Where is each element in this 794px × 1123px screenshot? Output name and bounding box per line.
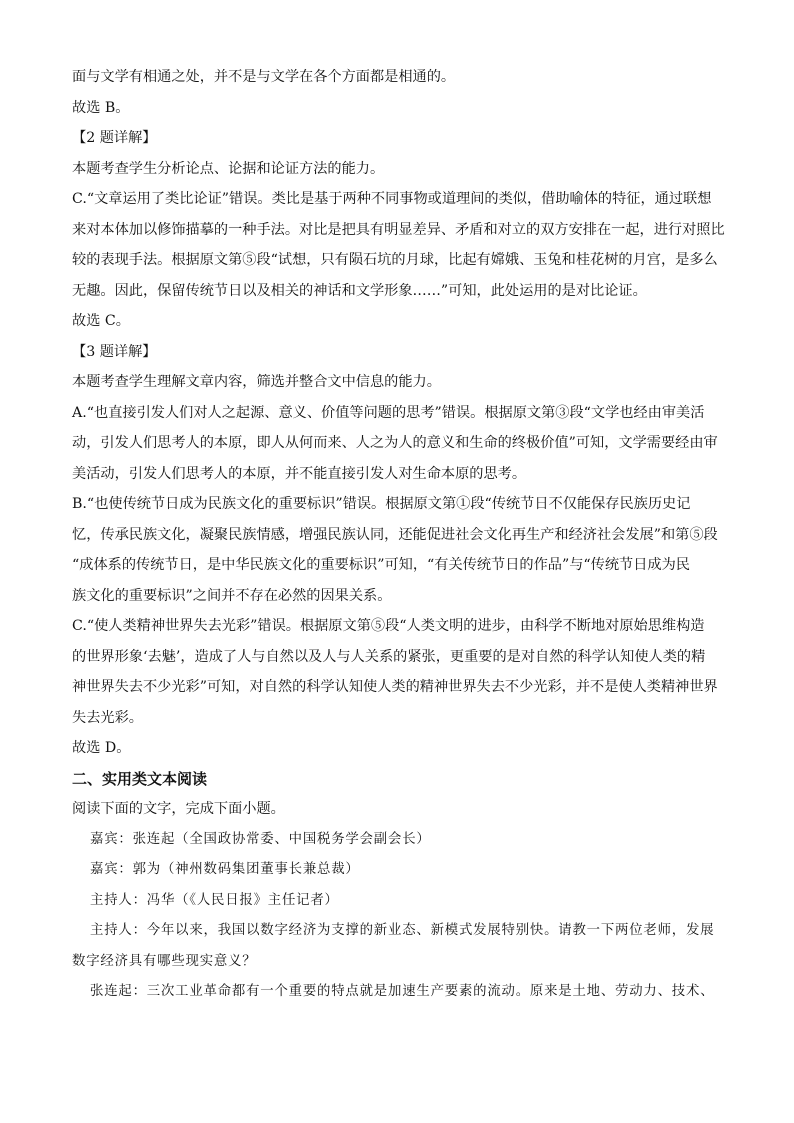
- interview-line: 嘉宾：张连起（全国政协常委、中国税务学会副会长）: [90, 831, 431, 847]
- text-line: 来对本体加以修饰描摹的一种手法。对比是把具有明显差异、矛盾和对立的双方安排在一起，进行对照比: [72, 221, 725, 238]
- text-line: 本题考查学生分析论点、论据和论证方法的能力。: [72, 160, 385, 177]
- section-heading: 二、实用类文本阅读: [72, 769, 208, 788]
- text-line: 族文化的重要标识”之间并不存在必然的因果关系。: [72, 587, 392, 604]
- text-line: 动，引发人们思考人的本原，即人从何而来、人之为人的意义和生命的终极价值”可知，文学需要经由审: [72, 435, 718, 451]
- text-line: C.“使人类精神世界失去光彩”错误。根据原文第⑤段“人类文明的进步，由科学不断地对原始思维构造: [72, 618, 705, 634]
- text-line: 忆，传承民族文化，凝聚民族情感，增强民族认同，还能促进社会文化再生产和经济社会发展”和第⑤段: [72, 526, 718, 543]
- text-line: 美活动，引发人们思考人的本原，并不能直接引发人对生命本原的思考。: [72, 465, 527, 482]
- text-line: 故选 D。: [72, 740, 131, 756]
- text-line: 失去光彩。: [72, 709, 143, 726]
- interview-line: 嘉宾：郭为（神州数码集团董事长兼总裁）: [90, 862, 360, 877]
- interview-line: 主持人：今年以来，我国以数字经济为支撑的新业态、新模式发展特别快。请教一下两位老师，发展: [90, 923, 715, 938]
- text-line: 无趣。因此，保留传统节日以及相关的神话和文学形象……”可知，此处运用的是对比论证。: [72, 282, 647, 299]
- text-line: 面与文学有相通之处，并不是与文学在各个方面都是相通的。: [72, 69, 456, 85]
- interview-line: 主持人：冯华（《人民日报》主任记者）: [90, 892, 339, 908]
- answer-heading: 【3 题详解】: [72, 343, 157, 360]
- text-line: 较的表现手法。根据原文第⑤段“试想，只有陨石坑的月球，比起有嫦娥、玉兔和桂花树的月宫，是多么: [72, 252, 718, 268]
- document-body: [72, 62, 725, 1008]
- text-line: 故选 B。: [72, 99, 130, 116]
- text-line: 的世界形象‘去魅’，造成了人与自然以及人与人关系的紧张，更重要的是对自然的科学认知使人类的精: [72, 648, 706, 665]
- instruction-text: 阅读下面的文字，完成下面小题。: [72, 801, 285, 817]
- interview-line: 张连起：三次工业革命都有一个重要的特点就是加速生产要素的流动。原来是土地、劳动力、技术、: [90, 984, 715, 999]
- text-line: B.“也使传统节日成为民族文化的重要标识”错误。根据原文第①段“传统节日不仅能保存民族历史记: [72, 496, 691, 512]
- text-line: “成体系的传统节日，是中华民族文化的重要标识”可知，“有关传统节日的作品”与“传统节日成为民: [72, 557, 690, 573]
- text-line: A.“也直接引发人们对人之起源、意义、价值等问题的思考”错误。根据原文第③段“文学也经由审美活: [72, 404, 705, 421]
- interview-line: 数字经济具有哪些现实意义？: [72, 953, 257, 969]
- text-line: 神世界失去不少光彩”可知，对自然的科学认知使人类的精神世界失去不少光彩，并不是使人类精神世界: [72, 679, 718, 695]
- text-line: 故选 C。: [72, 313, 130, 329]
- text-line: C.“文章运用了类比论证”错误。类比是基于两种不同事物或道理间的类似，借助喻体的特征，通过联想: [72, 191, 712, 207]
- text-line: 本题考查学生理解文章内容，筛选并整合文中信息的能力。: [72, 374, 441, 390]
- answer-heading: 【2 题详解】: [72, 130, 157, 146]
